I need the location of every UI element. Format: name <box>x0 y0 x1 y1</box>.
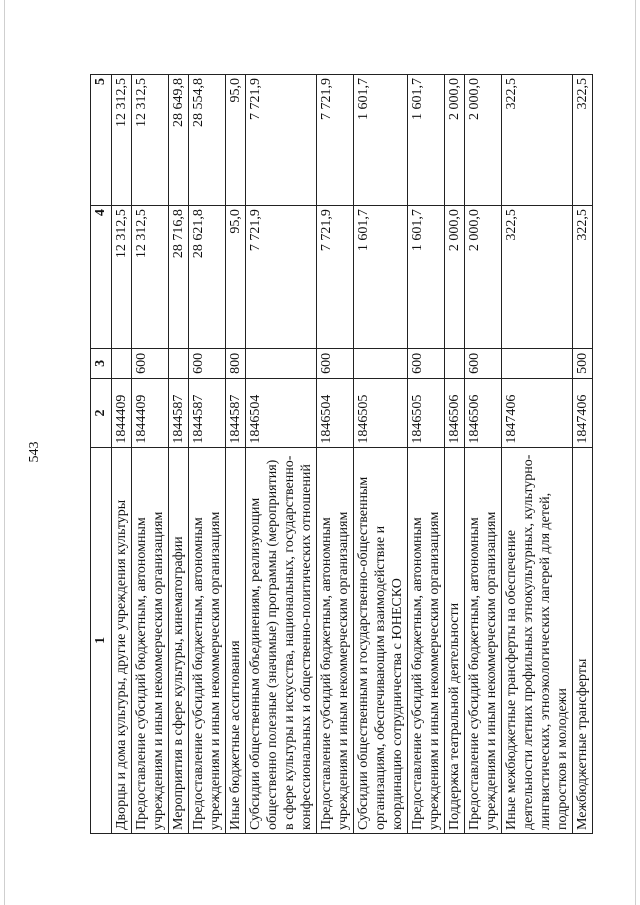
header-col-5: 5 <box>91 75 112 206</box>
header-col-4: 4 <box>91 206 112 348</box>
cell-type: 600 <box>317 348 354 379</box>
cell-code: 1844587 <box>226 379 246 447</box>
header-row <box>91 75 112 834</box>
cell-code: 1847406 <box>502 379 573 447</box>
cell-type <box>502 348 573 379</box>
cell-code: 1846506 <box>445 379 465 447</box>
header-col-2: 2 <box>91 379 112 447</box>
cell-value-col5: 1 601,7 <box>408 75 445 206</box>
cell-code: 1846504 <box>317 379 354 447</box>
cell-name: Предоставление субсидий бюджетным, автономным учреждениям и иным некоммерческим организациям <box>317 447 354 833</box>
cell-value-col4: 2 000,0 <box>465 206 502 348</box>
cell-code: 1844587 <box>169 379 189 447</box>
header-col-3: 3 <box>91 348 112 379</box>
budget-table <box>90 74 593 834</box>
table-row <box>317 75 354 834</box>
cell-value-col5: 322,5 <box>573 75 593 206</box>
cell-code: 1846504 <box>246 379 317 447</box>
cell-name: Дворцы и дома культуры, другие учреждения культуры <box>112 447 132 833</box>
table-row <box>445 75 465 834</box>
table-row <box>465 75 502 834</box>
cell-type: 600 <box>408 348 445 379</box>
table-row <box>112 75 132 834</box>
cell-value-col4: 7 721,9 <box>317 206 354 348</box>
cell-value-col5: 1 601,7 <box>354 75 408 206</box>
cell-value-col5: 7 721,9 <box>317 75 354 206</box>
cell-value-col4: 12 312,5 <box>112 206 132 348</box>
table-row <box>189 75 226 834</box>
cell-code: 1844587 <box>189 379 226 447</box>
cell-code: 1844409 <box>112 379 132 447</box>
cell-name: Субсидии общественным и государственно-общественным организациям, обеспечивающим взаимодействие и координацию сотрудничества с ЮНЕСКО <box>354 447 408 833</box>
cell-value-col5: 28 649,8 <box>169 75 189 206</box>
scan-left-edge <box>4 0 5 905</box>
cell-type <box>354 348 408 379</box>
rotated-table-wrapper <box>90 74 590 834</box>
cell-value-col5: 28 554,8 <box>189 75 226 206</box>
page-number: 543 <box>27 441 42 463</box>
cell-value-col4: 12 312,5 <box>132 206 169 348</box>
cell-value-col4: 2 000,0 <box>445 206 465 348</box>
cell-value-col4: 322,5 <box>573 206 593 348</box>
cell-type <box>246 348 317 379</box>
cell-code: 1846505 <box>408 379 445 447</box>
table-row <box>408 75 445 834</box>
cell-value-col4: 1 601,7 <box>408 206 445 348</box>
cell-type <box>445 348 465 379</box>
rotated-table-container <box>90 74 590 834</box>
cell-value-col5: 12 312,5 <box>112 75 132 206</box>
cell-name: Межбюджетные трансферты <box>573 447 593 833</box>
cell-type: 800 <box>226 348 246 379</box>
cell-type <box>112 348 132 379</box>
cell-name: Иные межбюджетные трансферты на обеспечение деятельности летних профильных этнокультурных, культурно-лингвистических, этноэкологических лагерей для детей, подростков и молодежи <box>502 447 573 833</box>
cell-type: 600 <box>465 348 502 379</box>
cell-type: 600 <box>189 348 226 379</box>
cell-value-col5: 7 721,9 <box>246 75 317 206</box>
table-row <box>226 75 246 834</box>
table-row <box>169 75 189 834</box>
cell-name: Предоставление субсидий бюджетным, автономным учреждениям и иным некоммерческим организациям <box>408 447 445 833</box>
table-body <box>112 75 593 834</box>
cell-value-col4: 7 721,9 <box>246 206 317 348</box>
cell-code: 1847406 <box>573 379 593 447</box>
header-col-1: 1 <box>91 447 112 833</box>
cell-type: 600 <box>132 348 169 379</box>
cell-value-col4: 28 621,8 <box>189 206 226 348</box>
scan-right-edge <box>635 0 636 905</box>
cell-name: Предоставление субсидий бюджетным, автономным учреждениям и иным некоммерческим организациям <box>465 447 502 833</box>
cell-code: 1844409 <box>132 379 169 447</box>
cell-value-col5: 12 312,5 <box>132 75 169 206</box>
cell-code: 1846505 <box>354 379 408 447</box>
cell-value-col4: 1 601,7 <box>354 206 408 348</box>
table-row <box>502 75 573 834</box>
cell-name: Предоставление субсидий бюджетным, автономным учреждениям и иным некоммерческим организациям <box>189 447 226 833</box>
cell-value-col5: 95,0 <box>226 75 246 206</box>
cell-name: Субсидии общественным объединениям, реализующим общественно полезные (значимые) программы (мероприятия) в сфере культуры и искусства, национальных, государственно-конфессиональных и общественно-политических отношений <box>246 447 317 833</box>
table-row <box>354 75 408 834</box>
cell-value-col4: 322,5 <box>502 206 573 348</box>
cell-name: Предоставление субсидий бюджетным, автономным учреждениям и иным некоммерческим организациям <box>132 447 169 833</box>
cell-type: 500 <box>573 348 593 379</box>
cell-value-col5: 322,5 <box>502 75 573 206</box>
cell-name: Мероприятия в сфере культуры, кинематографии <box>169 447 189 833</box>
cell-value-col4: 95,0 <box>226 206 246 348</box>
table-row <box>573 75 593 834</box>
cell-type <box>169 348 189 379</box>
cell-value-col5: 2 000,0 <box>465 75 502 206</box>
cell-value-col5: 2 000,0 <box>445 75 465 206</box>
cell-code: 1846506 <box>465 379 502 447</box>
cell-name: Поддержка театральной деятельности <box>445 447 465 833</box>
cell-name: Иные бюджетные ассигнования <box>226 447 246 833</box>
table-header <box>91 75 112 834</box>
table-row <box>246 75 317 834</box>
cell-value-col4: 28 716,8 <box>169 206 189 348</box>
table-row <box>132 75 169 834</box>
